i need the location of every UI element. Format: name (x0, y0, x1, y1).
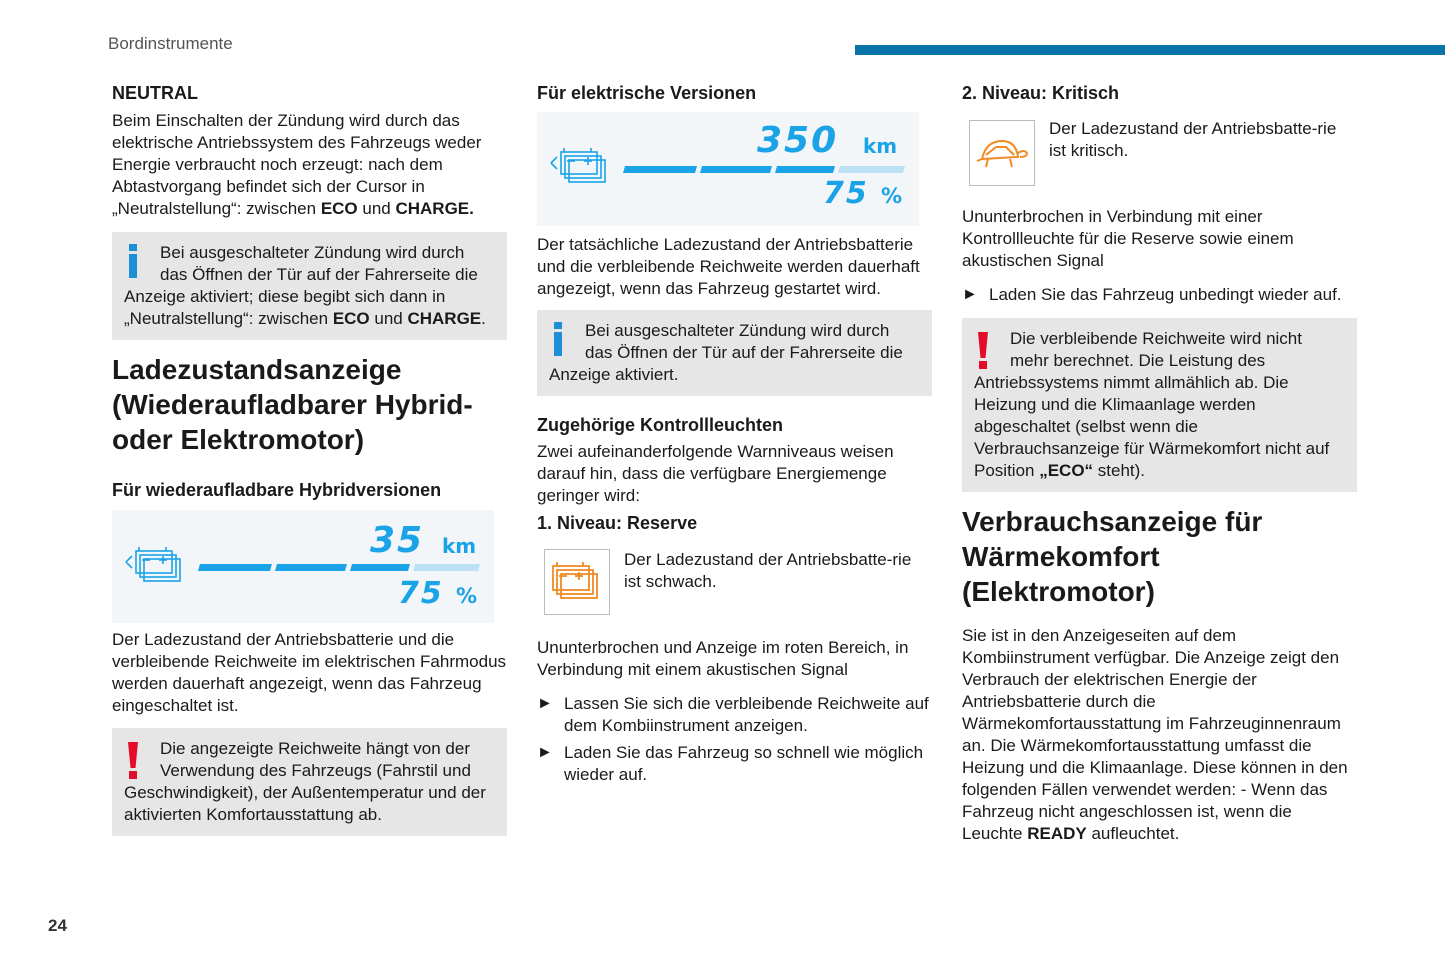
column-1 (112, 80, 507, 836)
electric-paragraph: Der tatsächliche Ladezustand der Antriebsbatterie und die verbleibende Reichweite werden dauerhaft angezeigt, wenn das Fahrzeug gestartet wird. (537, 235, 920, 298)
hybrid-paragraph: Der Ladezustand der Antriebsbatterie und die verbleibende Reichweite im elektrischen Fahrmodus werden dauerhaft angezeigt, wenn das Fahrzeug eingeschaltet ist. (112, 630, 507, 715)
column-3 (962, 80, 1357, 845)
info-icon (124, 244, 148, 284)
level2-paragraph: Ununterbrochen in Verbindung mit einer Kontrollleuchte für die Reserve sowie einem akustischen Signal (962, 207, 1294, 270)
range-unit: km (863, 134, 898, 158)
charge-bar (198, 564, 480, 571)
battery-icon (551, 148, 605, 182)
level1-heading: 1. Niveau: Reserve (537, 513, 698, 533)
bullet-item: ► Laden Sie das Fahrzeug so schnell wie möglich wieder auf. (537, 743, 924, 784)
battery-icon (547, 558, 607, 606)
bullet-item: ► Lassen Sie sich die verbleibende Reichweite auf dem Kombiinstrument anzeigen. (537, 694, 929, 735)
arrow-right-icon: ► (962, 286, 978, 303)
charge-bar (623, 166, 905, 173)
range-value: 350 (757, 120, 839, 161)
info-note: Bei ausgeschalteter Zündung wird durch das Öffnen der Tür auf der Fahrerseite die Anzeige aktiviert. (537, 310, 932, 396)
level2-lamp-row (962, 120, 1357, 186)
heat-consumption-paragraph: Sie ist in den Anzeigeseiten auf dem Kombiinstrument verfügbar. Die Anzeige zeigt den Verbrauch der elektrischen Energie der Antriebsbatterie durch die Wärmekomfortausstattung im Fahrzeuginnenraum an. Die Wärmekomfortausstattung umfasst die Heizung und die Klimaanlage. Diese können in den folgenden Fällen verwendet werden: - Wenn das Fahrzeug nicht angeschlossen ist, wenn die Leuchte READY aufleuchtet. (962, 626, 1348, 843)
level2-heading: 2. Niveau: Kritisch (962, 83, 1120, 103)
arrow-right-icon: ► (537, 744, 553, 761)
arrow-right-icon: ► (537, 695, 553, 712)
range-unit: km (442, 534, 477, 558)
electric-heading: Für elektrische Versionen (537, 83, 757, 103)
hybrid-charge-display (112, 510, 494, 623)
warning-icon (124, 740, 148, 780)
warning-note: Die angezeigte Reichweite hängt von der Verwendung des Fahrzeugs (Fahrstil und Geschwindigkeit), der Außentemperatur und der aktivierten Komfortausstattung ab. (112, 728, 507, 836)
charge-value: 75 (398, 576, 444, 611)
header-accent-bar (855, 45, 1445, 55)
electric-charge-display (537, 112, 919, 226)
column-2 (537, 80, 932, 786)
battery-icon (126, 547, 180, 581)
section-title-heat-consumption: Verbrauchsanzeige für Wärmekomfort (Elektromotor) (962, 506, 1263, 607)
reserve-lamp (544, 549, 610, 615)
hybrid-heading: Für wiederaufladbare Hybridversionen (112, 480, 442, 500)
warning-note: Die verbleibende Reichweite wird nicht mehr berechnet. Die Leistung des Antriebssystems nimmt allmählich ab. Die Heizung und die Klimaanlage werden abgeschaltet (selbst wenn die Verbrauchsanzeige für Wärmekomfort nicht auf Position „ECO“ steht). (962, 318, 1357, 492)
level1-paragraph: Ununterbrochen und Anzeige im roten Bereich, in Verbindung mit einem akustischen Signal (537, 638, 909, 679)
bullet-item: ► Laden Sie das Fahrzeug unbedingt wieder auf. (962, 285, 1342, 304)
info-note: Bei ausgeschalteter Zündung wird durch das Öffnen der Tür auf der Fahrerseite die Anzeige aktiviert; diese begibt sich dann in „Neutralstellung“: zwischen ECO und CHARGE. (112, 232, 507, 340)
charge-unit: % (881, 184, 903, 208)
lamps-paragraph: Zwei aufeinanderfolgende Warnniveaus weisen darauf hin, dass die verfügbare Energiemenge geringer wird: (537, 442, 894, 505)
range-value: 35 (370, 520, 425, 561)
running-header: Bordinstrumente (108, 34, 233, 53)
neutral-heading: NEUTRAL (112, 83, 198, 103)
warning-icon (974, 330, 998, 370)
level1-lamp-text: Der Ladezustand der Antriebsbatte-rie ist schwach. (624, 550, 912, 591)
neutral-paragraph: Beim Einschalten der Zündung wird durch das elektrische Antriebssystem des Fahrzeugs weder Energie verbraucht noch erzeugt: nach dem Abtastvorgang befindet sich der Cursor in „Neutralstellung“: zwischen ECO und CHARGE. (112, 111, 482, 218)
charge-value: 75 (823, 176, 869, 211)
info-icon (549, 322, 573, 362)
charge-unit: % (456, 584, 478, 608)
critical-lamp (969, 120, 1035, 186)
level2-lamp-text: Der Ladezustand der Antriebsbatte-rie ist kritisch. (1049, 119, 1337, 160)
section-title-charge-indicator: Ladezustandsanzeige (Wiederaufladbarer Hybrid- oder Elektromotor) (112, 354, 473, 455)
lamps-heading: Zugehörige Kontrollleuchten (537, 415, 783, 435)
turtle-icon (972, 129, 1032, 177)
page-number: 24 (48, 916, 67, 935)
level1-lamp-row (537, 549, 932, 615)
